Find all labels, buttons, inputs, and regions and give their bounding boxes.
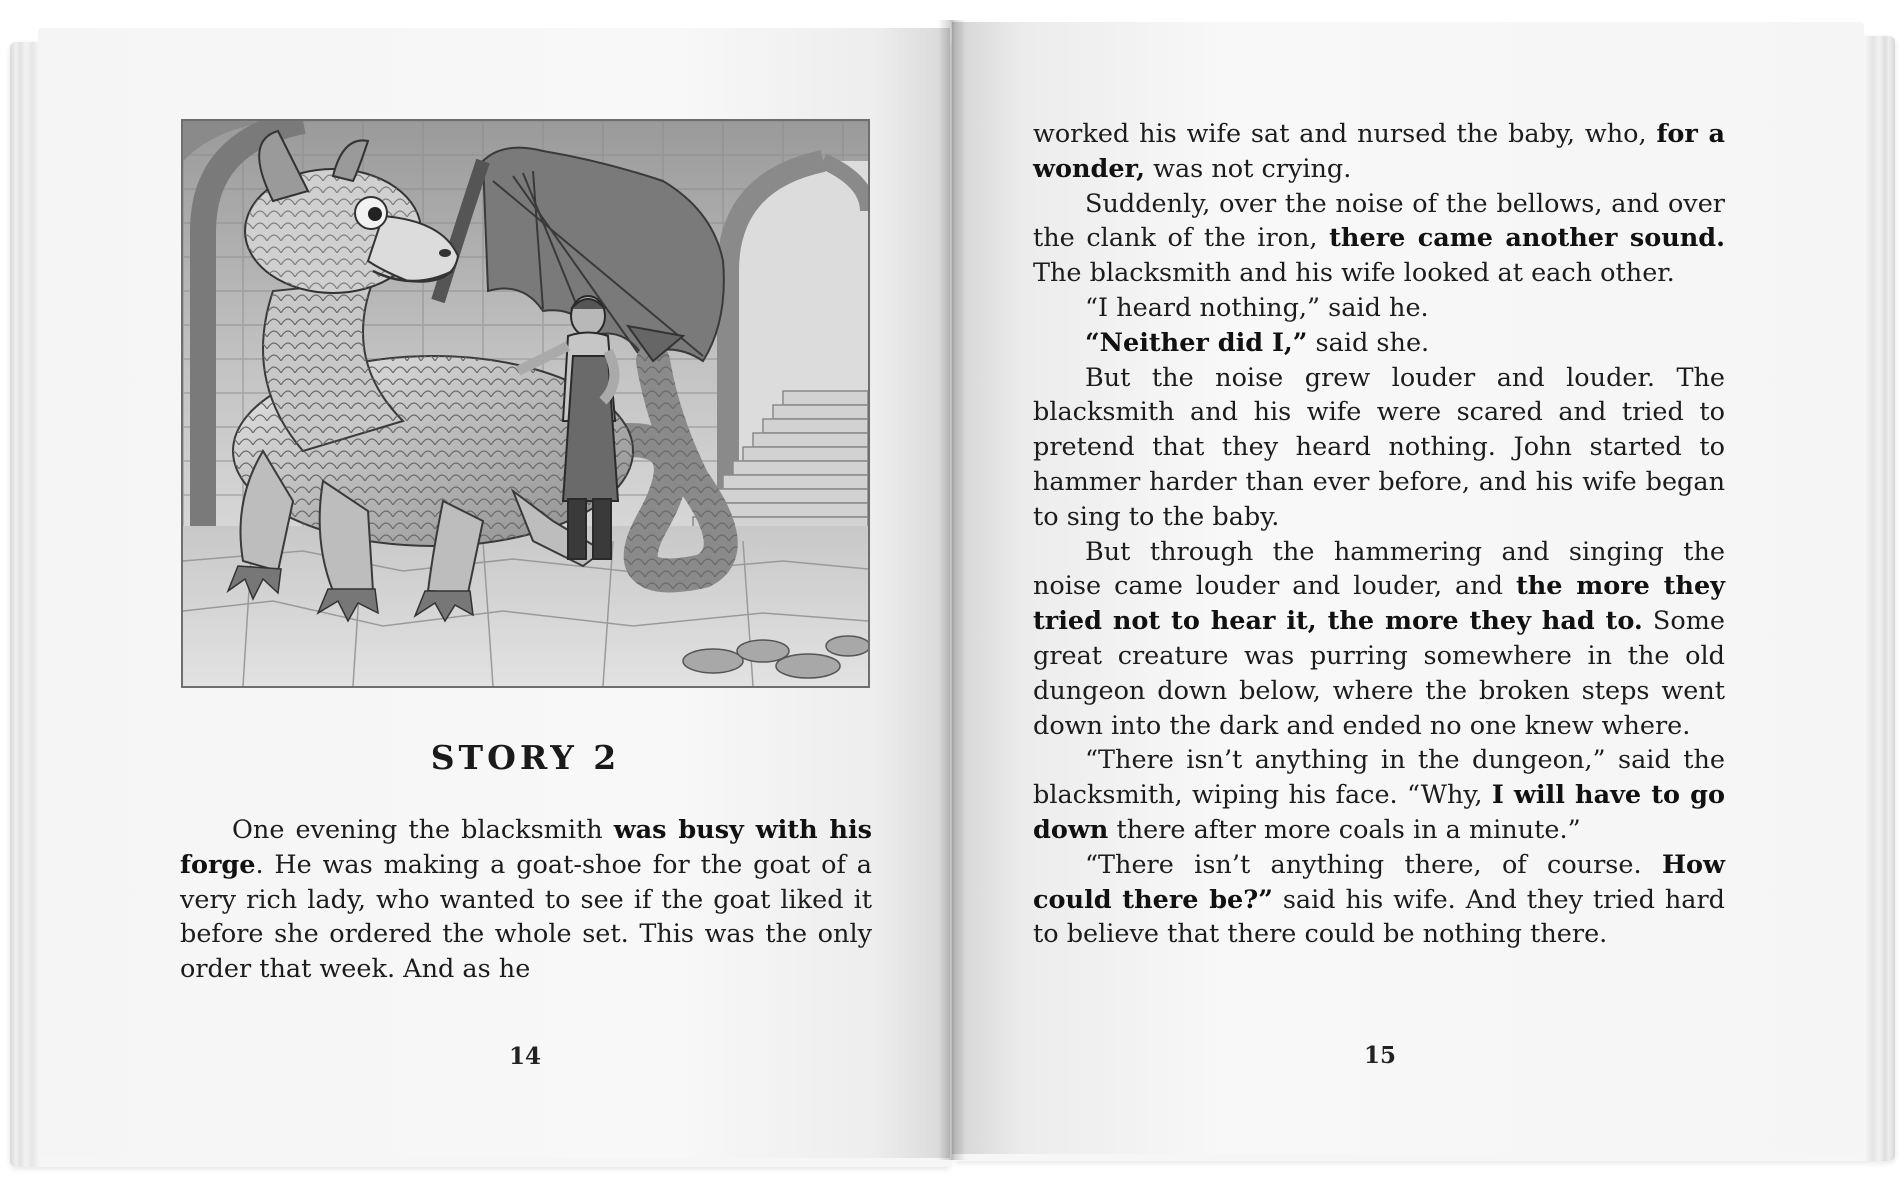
paragraph: [1033, 535, 1725, 744]
bold-text-run: was busy with his forge: [180, 815, 873, 880]
bold-text-run: for a wonder,: [1033, 119, 1725, 184]
text-run: said his wife. And they tried hard to believe that there could be nothing there.: [1033, 884, 1726, 950]
paragraph: [1033, 361, 1725, 535]
text-run: “There isn’t anything in the dungeon,” said the blacksmith, wiping his face. “Why,: [1033, 745, 1725, 811]
text-run: Suddenly, over the noise of the bellows, and over the clank of the iron,: [1033, 188, 1725, 254]
bold-text-run: I will have to go down: [1033, 780, 1726, 845]
text-run: was not crying.: [1145, 153, 1352, 184]
bold-text-run: the more they tried not to hear it, the more they had to.: [1033, 571, 1725, 637]
text-run: But the noise grew louder and louder. The blacksmith and his wife were scared and tried to pretend that they heard nothing. John started to hammer harder than ever before, and his wife began to sing to the baby.: [1033, 362, 1725, 532]
book-gutter: [938, 20, 966, 1160]
text-run: there after more coals in a minute.”: [1108, 814, 1581, 845]
bold-text-run: “Neither did I,”: [1085, 327, 1308, 358]
left-page-text: [180, 813, 872, 987]
dragon-and-blacksmith-illustration: [181, 119, 870, 688]
paragraph: [180, 813, 872, 987]
paragraph: [1033, 743, 1725, 847]
text-run: said she.: [1307, 327, 1430, 358]
page-number-left: 14: [508, 1043, 541, 1070]
text-run: The blacksmith and his wife looked at each other.: [1033, 258, 1675, 289]
paragraph: [1033, 117, 1725, 187]
text-run: “I heard nothing,” said he.: [1085, 292, 1429, 323]
text-run: But through the hammering and singing the noise came louder and louder, and: [1033, 536, 1725, 602]
paragraph: [1033, 187, 1725, 291]
bold-text-run: there came another sound.: [1329, 223, 1725, 254]
text-run: . He was making a goat-shoe for the goat of a very rich lady, who wanted to see if the goat liked it before she ordered the whole set. This was the only order that week. And as he: [180, 849, 872, 985]
bold-text-run: How could there be?”: [1033, 849, 1725, 915]
paragraph: [1033, 291, 1725, 326]
text-run: Some great creature was purring somewhere in the old dungeon down below, where the broken steps went down into the dark and ended no one knew where.: [1033, 606, 1725, 741]
story-title: STORY 2: [430, 738, 621, 777]
text-run: One evening the blacksmith: [232, 815, 614, 845]
page-number-right: 15: [1363, 1042, 1396, 1069]
right-page-text: [1033, 117, 1725, 952]
text-run: “There isn’t anything there, of course.: [1085, 849, 1662, 880]
paragraph: [1033, 848, 1725, 952]
text-run: worked his wife sat and nursed the baby, who,: [1033, 119, 1657, 149]
paragraph: [1033, 326, 1725, 361]
